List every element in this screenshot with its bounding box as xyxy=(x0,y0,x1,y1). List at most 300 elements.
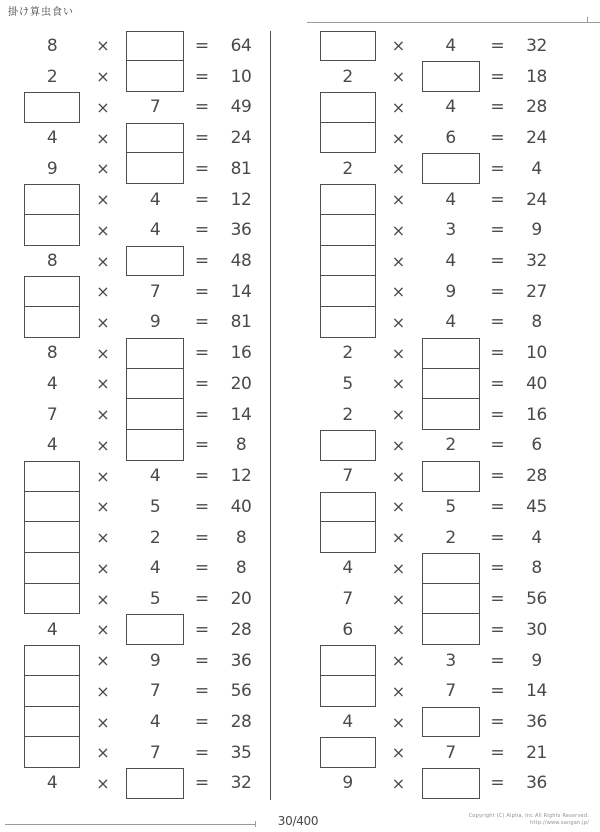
product-value: 28 xyxy=(526,466,547,487)
bottom-rule xyxy=(5,824,256,825)
product-value: 8 xyxy=(235,558,247,579)
multiply-sign: × xyxy=(391,435,406,455)
answer-box xyxy=(126,399,184,430)
product-value: 27 xyxy=(526,281,547,302)
multiply-sign: × xyxy=(96,36,110,56)
answer-box xyxy=(320,676,376,707)
multiply-sign: × xyxy=(391,190,406,210)
equals-sign: = xyxy=(194,619,210,640)
operand-b: 4 xyxy=(149,466,161,487)
operand-a-cell xyxy=(320,492,376,523)
operand-b-cell xyxy=(422,676,480,707)
multiply-sign: × xyxy=(96,405,110,425)
operand-b-cell xyxy=(126,61,184,92)
bottom-rule-tick xyxy=(255,821,256,827)
operand-b: 3 xyxy=(445,650,456,671)
page-number: 30/400 xyxy=(277,814,319,828)
operand-b: 4 xyxy=(149,712,161,733)
multiply-sign: × xyxy=(391,159,406,179)
operand-a-cell xyxy=(24,184,80,215)
operand-b: 2 xyxy=(445,435,456,456)
operand-b: 5 xyxy=(445,496,456,517)
answer-box xyxy=(320,31,376,62)
product-value: 4 xyxy=(531,527,542,548)
equals-sign: = xyxy=(194,251,210,271)
operand-b: 5 xyxy=(149,496,161,517)
operand-b: 9 xyxy=(445,281,456,302)
operand-a-cell xyxy=(24,246,80,277)
operand-a-cell xyxy=(24,430,80,461)
copyright-line2: http://www.sangan.jp/ xyxy=(530,820,589,826)
equals-sign: = xyxy=(194,712,210,733)
equals-sign: = xyxy=(490,619,505,640)
problem-row xyxy=(0,707,270,738)
operand-b-cell xyxy=(126,461,184,492)
product-value: 36 xyxy=(526,712,547,733)
operand-a: 5 xyxy=(342,373,353,394)
operand-b-cell xyxy=(126,307,184,338)
operand-a: 4 xyxy=(46,373,58,394)
operand-b-cell xyxy=(422,399,480,430)
multiply-sign: × xyxy=(96,159,110,179)
operand-b: 4 xyxy=(445,312,456,333)
product-value: 32 xyxy=(526,35,547,56)
multiply-sign: × xyxy=(391,343,406,363)
operand-a-cell xyxy=(320,123,376,154)
equals-sign: = xyxy=(490,373,505,394)
problem-row xyxy=(296,153,566,184)
equals-sign: = xyxy=(490,712,505,733)
equals-sign: = xyxy=(194,558,210,579)
multiply-sign: × xyxy=(96,712,110,732)
operand-a: 2 xyxy=(342,343,353,364)
problem-row xyxy=(0,614,270,645)
operand-a: 8 xyxy=(46,35,58,56)
multiply-sign: × xyxy=(96,743,110,763)
problem-row xyxy=(296,461,566,492)
equals-sign: = xyxy=(194,496,210,517)
answer-box xyxy=(24,461,80,492)
operand-a-cell xyxy=(320,307,376,338)
operand-b-cell xyxy=(126,553,184,584)
product-value: 24 xyxy=(526,189,547,210)
product-value: 20 xyxy=(230,373,252,394)
equals-sign: = xyxy=(194,404,210,425)
problem-row xyxy=(296,31,566,62)
operand-b-cell xyxy=(126,153,184,184)
answer-box xyxy=(422,584,480,615)
multiply-sign: × xyxy=(391,773,406,793)
answer-box xyxy=(320,307,376,338)
equals-sign: = xyxy=(194,650,210,671)
problem-row xyxy=(296,584,566,615)
operand-b-cell xyxy=(422,61,480,92)
product-value: 24 xyxy=(230,128,252,149)
operand-b-cell xyxy=(126,399,184,430)
problem-row xyxy=(0,584,270,615)
product-value: 81 xyxy=(230,312,252,333)
equals-sign: = xyxy=(194,435,210,456)
operand-a: 7 xyxy=(46,404,58,425)
operand-b-cell xyxy=(422,522,480,553)
problem-row xyxy=(0,338,270,369)
operand-b-cell xyxy=(126,707,184,738)
multiply-sign: × xyxy=(96,497,110,517)
equals-sign: = xyxy=(194,589,210,610)
multiply-sign: × xyxy=(391,466,406,486)
equals-sign: = xyxy=(194,189,210,210)
operand-a-cell xyxy=(24,584,80,615)
operand-a: 4 xyxy=(46,435,58,456)
answer-box xyxy=(24,522,80,553)
product-value: 16 xyxy=(526,404,547,425)
multiply-sign: × xyxy=(391,405,406,425)
operand-a: 2 xyxy=(342,158,353,179)
equals-sign: = xyxy=(194,35,210,56)
operand-b: 3 xyxy=(445,220,456,241)
operand-b-cell xyxy=(422,31,480,62)
answer-box xyxy=(320,215,376,246)
operand-b: 9 xyxy=(149,312,161,333)
multiply-sign: × xyxy=(391,528,406,548)
operand-b-cell xyxy=(126,369,184,400)
problem-row xyxy=(296,369,566,400)
problem-row xyxy=(0,522,270,553)
product-value: 81 xyxy=(230,158,252,179)
problem-row xyxy=(0,184,270,215)
operand-b-cell xyxy=(422,215,480,246)
multiply-sign: × xyxy=(96,97,110,117)
operand-a-cell xyxy=(24,31,80,62)
operand-a-cell xyxy=(320,215,376,246)
operand-a-cell xyxy=(320,61,376,92)
product-value: 30 xyxy=(526,619,547,640)
answer-box xyxy=(320,522,376,553)
problems-column-left xyxy=(0,31,270,799)
operand-a: 2 xyxy=(46,66,58,87)
product-value: 8 xyxy=(531,558,542,579)
problem-row xyxy=(296,676,566,707)
operand-b-cell xyxy=(126,584,184,615)
product-value: 20 xyxy=(230,589,252,610)
answer-box xyxy=(24,553,80,584)
product-value: 40 xyxy=(526,373,547,394)
operand-a-cell xyxy=(24,676,80,707)
operand-a-cell xyxy=(24,215,80,246)
answer-box xyxy=(422,153,480,184)
answer-box xyxy=(320,645,376,676)
operand-b-cell xyxy=(126,645,184,676)
answer-box xyxy=(320,430,376,461)
equals-sign: = xyxy=(490,189,505,210)
problem-row xyxy=(296,123,566,154)
operand-b-cell xyxy=(126,492,184,523)
multiply-sign: × xyxy=(96,589,110,609)
answer-box xyxy=(320,492,376,523)
answer-box xyxy=(422,399,480,430)
product-value: 49 xyxy=(230,97,252,118)
operand-b-cell xyxy=(422,584,480,615)
operand-a-cell xyxy=(320,768,376,799)
problem-row xyxy=(296,614,566,645)
problem-row xyxy=(296,707,566,738)
equals-sign: = xyxy=(490,97,505,118)
operand-a-cell xyxy=(24,153,80,184)
problem-row xyxy=(296,92,566,123)
multiply-sign: × xyxy=(391,497,406,517)
product-value: 18 xyxy=(526,66,547,87)
operand-a-cell xyxy=(320,246,376,277)
multiply-sign: × xyxy=(391,312,406,332)
multiply-sign: × xyxy=(96,558,110,578)
operand-a-cell xyxy=(320,31,376,62)
product-value: 28 xyxy=(230,619,252,640)
operand-b: 7 xyxy=(149,281,161,302)
equals-sign: = xyxy=(194,373,210,394)
equals-sign: = xyxy=(490,158,505,179)
page-title: 掛け算虫食い xyxy=(8,7,74,18)
problem-row xyxy=(296,522,566,553)
operand-b: 4 xyxy=(445,97,456,118)
answer-box xyxy=(24,676,80,707)
equals-sign: = xyxy=(490,681,505,702)
product-value: 36 xyxy=(230,650,252,671)
product-value: 56 xyxy=(230,681,252,702)
operand-b: 7 xyxy=(445,742,456,763)
operand-a-cell xyxy=(24,553,80,584)
answer-box xyxy=(126,614,184,645)
equals-sign: = xyxy=(490,589,505,610)
multiply-sign: × xyxy=(391,620,406,640)
multiply-sign: × xyxy=(96,312,110,332)
operand-a: 4 xyxy=(342,558,353,579)
copyright xyxy=(469,813,589,827)
answer-box xyxy=(24,707,80,738)
answer-box xyxy=(24,307,80,338)
operand-b: 4 xyxy=(445,35,456,56)
equals-sign: = xyxy=(194,343,210,364)
operand-a-cell xyxy=(24,522,80,553)
answer-box xyxy=(24,276,80,307)
problem-row xyxy=(296,553,566,584)
multiply-sign: × xyxy=(96,343,110,363)
operand-b-cell xyxy=(126,31,184,62)
answer-box xyxy=(24,584,80,615)
operand-a-cell xyxy=(24,707,80,738)
operand-b: 7 xyxy=(445,681,456,702)
equals-sign: = xyxy=(490,435,505,456)
multiply-sign: × xyxy=(391,36,406,56)
product-value: 10 xyxy=(230,66,252,87)
product-value: 8 xyxy=(235,527,247,548)
answer-box xyxy=(126,338,184,369)
problems-column-right xyxy=(296,31,566,799)
product-value: 32 xyxy=(526,251,547,271)
operand-b-cell xyxy=(126,676,184,707)
operand-b-cell xyxy=(422,553,480,584)
operand-a-cell xyxy=(24,645,80,676)
problem-row xyxy=(0,676,270,707)
operand-a: 9 xyxy=(342,773,353,794)
problem-row xyxy=(0,553,270,584)
operand-a-cell xyxy=(320,276,376,307)
operand-a-cell xyxy=(24,338,80,369)
answer-box xyxy=(126,369,184,400)
problem-row xyxy=(296,215,566,246)
column-divider xyxy=(270,31,272,800)
operand-b: 6 xyxy=(445,128,456,149)
answer-box xyxy=(126,61,184,92)
operand-a: 6 xyxy=(342,619,353,640)
operand-a-cell xyxy=(320,92,376,123)
operand-b-cell xyxy=(422,153,480,184)
multiply-sign: × xyxy=(391,374,406,394)
equals-sign: = xyxy=(194,97,210,118)
multiply-sign: × xyxy=(391,743,406,763)
operand-b: 2 xyxy=(445,527,456,548)
operand-a-cell xyxy=(320,584,376,615)
answer-box xyxy=(24,92,80,123)
operand-a-cell xyxy=(24,123,80,154)
operand-b: 4 xyxy=(149,189,161,210)
multiply-sign: × xyxy=(391,712,406,732)
operand-b-cell xyxy=(126,123,184,154)
equals-sign: = xyxy=(490,742,505,763)
operand-a: 9 xyxy=(46,158,58,179)
operand-b-cell xyxy=(126,246,184,277)
operand-b: 7 xyxy=(149,742,161,763)
product-value: 24 xyxy=(526,128,547,149)
problem-row xyxy=(0,461,270,492)
product-value: 16 xyxy=(230,343,252,364)
answer-box xyxy=(24,645,80,676)
multiply-sign: × xyxy=(391,67,406,87)
top-rule-tick xyxy=(587,17,588,22)
answer-box xyxy=(422,461,480,492)
multiply-sign: × xyxy=(96,220,110,240)
operand-a: 2 xyxy=(342,404,353,425)
product-value: 45 xyxy=(526,496,547,517)
problem-row xyxy=(0,153,270,184)
equals-sign: = xyxy=(490,527,505,548)
answer-box xyxy=(126,246,184,277)
operand-b-cell xyxy=(422,246,480,277)
top-rule xyxy=(307,22,600,23)
operand-a: 8 xyxy=(46,343,58,364)
operand-b-cell xyxy=(126,522,184,553)
operand-a-cell xyxy=(24,768,80,799)
answer-box xyxy=(126,153,184,184)
answer-box xyxy=(24,215,80,246)
answer-box xyxy=(422,614,480,645)
operand-b-cell xyxy=(422,369,480,400)
operand-a: 4 xyxy=(46,128,58,149)
product-value: 14 xyxy=(230,404,252,425)
operand-b-cell xyxy=(422,492,480,523)
multiply-sign: × xyxy=(391,282,406,302)
operand-b-cell xyxy=(126,737,184,768)
problem-row xyxy=(296,307,566,338)
operand-b: 4 xyxy=(445,251,456,271)
operand-a-cell xyxy=(320,369,376,400)
equals-sign: = xyxy=(490,496,505,517)
problem-row xyxy=(0,399,270,430)
answer-box xyxy=(126,123,184,154)
operand-a-cell xyxy=(320,399,376,430)
product-value: 14 xyxy=(230,281,252,302)
operand-b-cell xyxy=(422,123,480,154)
equals-sign: = xyxy=(194,466,210,487)
operand-a: 7 xyxy=(342,589,353,610)
operand-a-cell xyxy=(320,707,376,738)
product-value: 21 xyxy=(526,742,547,763)
equals-sign: = xyxy=(194,281,210,302)
equals-sign: = xyxy=(490,312,505,333)
problem-row xyxy=(296,492,566,523)
answer-box xyxy=(320,246,376,277)
operand-b-cell xyxy=(422,184,480,215)
operand-a: 4 xyxy=(46,619,58,640)
product-value: 4 xyxy=(531,158,542,179)
product-value: 32 xyxy=(230,773,252,794)
equals-sign: = xyxy=(490,251,505,271)
operand-b-cell xyxy=(126,430,184,461)
problem-row xyxy=(296,430,566,461)
operand-b-cell xyxy=(422,707,480,738)
multiply-sign: × xyxy=(96,282,110,302)
equals-sign: = xyxy=(490,281,505,302)
operand-b: 4 xyxy=(445,189,456,210)
answer-box xyxy=(126,430,184,461)
operand-b-cell xyxy=(126,276,184,307)
product-value: 12 xyxy=(230,466,252,487)
problem-row xyxy=(296,276,566,307)
operand-b-cell xyxy=(422,768,480,799)
operand-b-cell xyxy=(422,461,480,492)
product-value: 9 xyxy=(531,220,542,241)
operand-a-cell xyxy=(320,153,376,184)
equals-sign: = xyxy=(194,742,210,763)
problem-row xyxy=(0,645,270,676)
product-value: 36 xyxy=(526,773,547,794)
multiply-sign: × xyxy=(391,651,406,671)
problem-row xyxy=(296,184,566,215)
equals-sign: = xyxy=(490,650,505,671)
operand-b: 4 xyxy=(149,220,161,241)
answer-box xyxy=(320,123,376,154)
answer-box xyxy=(126,768,184,799)
equals-sign: = xyxy=(490,35,505,56)
product-value: 64 xyxy=(230,35,252,56)
answer-box xyxy=(422,768,480,799)
problem-row xyxy=(0,31,270,62)
product-value: 28 xyxy=(230,712,252,733)
equals-sign: = xyxy=(194,312,210,333)
answer-box xyxy=(320,92,376,123)
equals-sign: = xyxy=(194,128,210,149)
multiply-sign: × xyxy=(96,651,110,671)
multiply-sign: × xyxy=(391,97,406,117)
operand-a: 2 xyxy=(342,66,353,87)
problem-row xyxy=(0,61,270,92)
answer-box xyxy=(320,737,376,768)
operand-a-cell xyxy=(320,430,376,461)
operand-a: 7 xyxy=(342,466,353,487)
multiply-sign: × xyxy=(96,620,110,640)
multiply-sign: × xyxy=(391,589,406,609)
equals-sign: = xyxy=(194,220,210,241)
operand-a-cell xyxy=(320,614,376,645)
